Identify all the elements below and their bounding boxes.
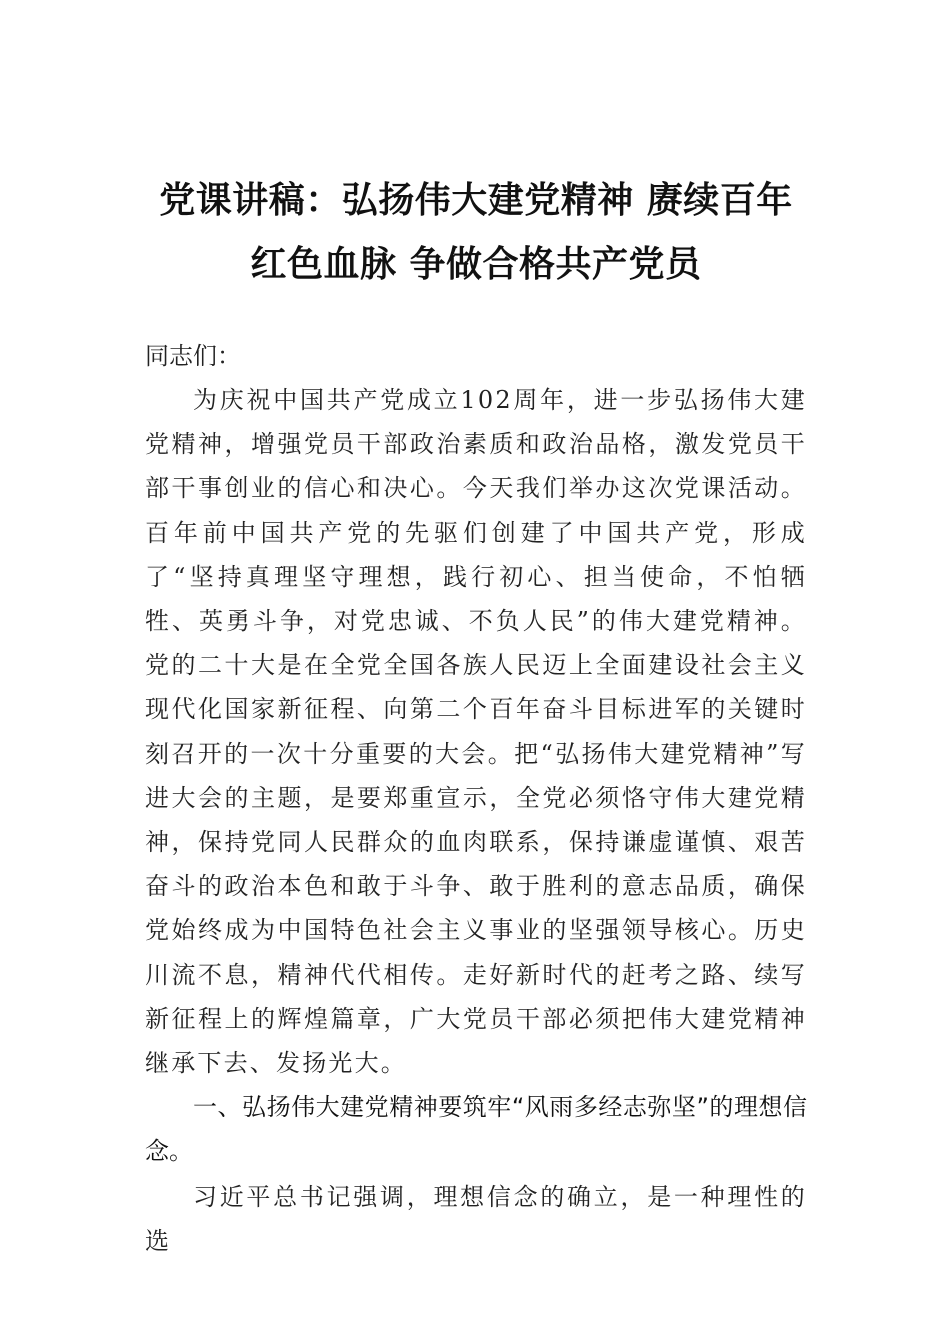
document-body [145,168,807,1264]
document-title: 党课讲稿：弘扬伟大建党精神 赓续百年红色血脉 争做合格共产党员 [159,179,793,285]
intro-paragraph: 为庆祝中国共产党成立102周年，进一步弘扬伟大建党精神，增强党员干部政治素质和政治品格，激发党员干部干事创业的信心和决心。今天我们举办这次党课活动。百年前中国共产党的先驱们创建了中国共产党，形成了“坚持真理坚守理想，践行初心、担当使命，不怕牺牲、英勇斗争，对党忠诚、不负人民”的伟大建党精神。党的二十大是在全党全国各族人民迈上全面建设社会主义现代化国家新征程、向第二个百年奋斗目标进军的关键时刻召开的一次十分重要的大会。把“弘扬伟大建党精神”写进大会的主题，是要郑重宣示，全党必须恪守伟大建党精神，保持党同人民群众的血肉联系，保持谦虚谨慎、艰苦奋斗的政治本色和敢于斗争、敢于胜利的意志品质，确保党始终成为中国特色社会主义事业的坚强领导核心。历史川流不息，精神代代相传。走好新时代的赶考之路、续写新征程上的辉煌篇章，广大党员干部必须把伟大建党精神继承下去、发扬光大。 [145,386,807,1078]
salutation: 同志们： [145,342,241,370]
section-1-paragraph: 习近平总书记强调，理想信念的确立，是一种理性的选 [145,1183,807,1256]
section-heading-1: 一、弘扬伟大建党精神要筑牢“风雨多经志弥坚”的理想信念。 [145,1093,807,1166]
